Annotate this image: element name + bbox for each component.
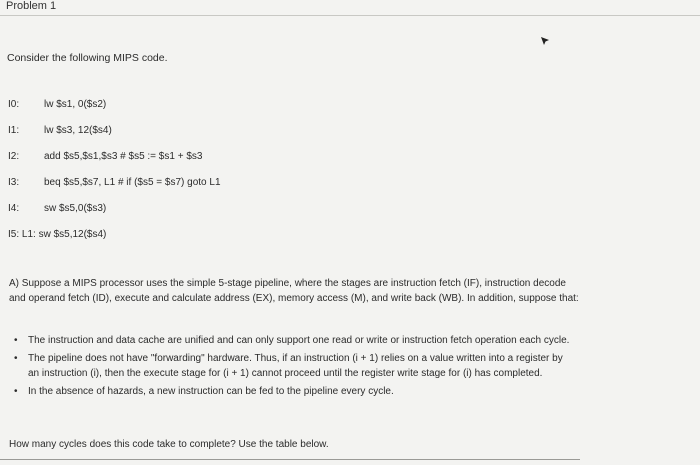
code-text: lw $s1, 0($s2) (44, 99, 107, 110)
code-line-i4 (8, 203, 308, 229)
code-label: I0: (8, 99, 20, 110)
question-text: How many cycles does this code take to complete? Use the table below. (9, 439, 329, 450)
code-label: I1: (8, 125, 20, 136)
code-line-i5 (8, 229, 308, 255)
assumptions-list (14, 333, 574, 402)
list-item (14, 384, 574, 399)
code-text: beq $s5,$s7, L1 # if ($s5 = $s7) goto L1 (44, 177, 221, 188)
code-text: lw $s3, 12($s4) (44, 125, 112, 136)
mips-code-block (8, 99, 308, 255)
bullet-icon: • (14, 386, 18, 397)
code-label: I3: (8, 177, 20, 188)
bullet-icon: • (14, 353, 18, 364)
code-label: I2: (8, 151, 20, 162)
code-label: I4: (8, 203, 20, 214)
part-a-paragraph: A) Suppose a MIPS processor uses the simple 5-stage pipeline, where the stages are instruction fetch (IF), instruction decode and operand fetch (ID), execute and calculate address (EX), memory access (M), and write back (WB). In addition, suppose that: (9, 278, 579, 304)
list-item (14, 351, 574, 381)
list-item (14, 333, 574, 348)
code-text: add $s5,$s1,$s3 # $s5 := $s1 + $s3 (44, 151, 203, 162)
intro-text: Consider the following MIPS code. (7, 52, 168, 64)
bullet-text: The instruction and data cache are unified and can only support one read or write or instruction fetch operation each cycle. (28, 335, 570, 346)
bullet-icon: • (14, 335, 18, 346)
problem-title: Problem 1 (6, 0, 57, 12)
bullet-text: In the absence of hazards, a new instruction can be fed to the pipeline every cycle. (28, 386, 394, 397)
bullet-text: The pipeline does not have "forwarding" hardware. Thus, if an instruction (i + 1) relies on a value written into a register by an instruction (i), then the execute stage for (i + 1) cannot proceed until the register write stage for (i) has completed. (28, 353, 563, 379)
table-top-border (0, 459, 580, 460)
code-line-i1 (8, 125, 308, 151)
code-line-i0 (8, 99, 308, 125)
code-line-i2 (8, 151, 308, 177)
mouse-pointer-icon (540, 36, 550, 46)
code-text: sw $s5,0($s3) (44, 203, 107, 214)
header-divider (0, 15, 700, 16)
code-line-i3 (8, 177, 308, 203)
code-text: I5: L1: sw $s5,12($s4) (8, 229, 107, 240)
